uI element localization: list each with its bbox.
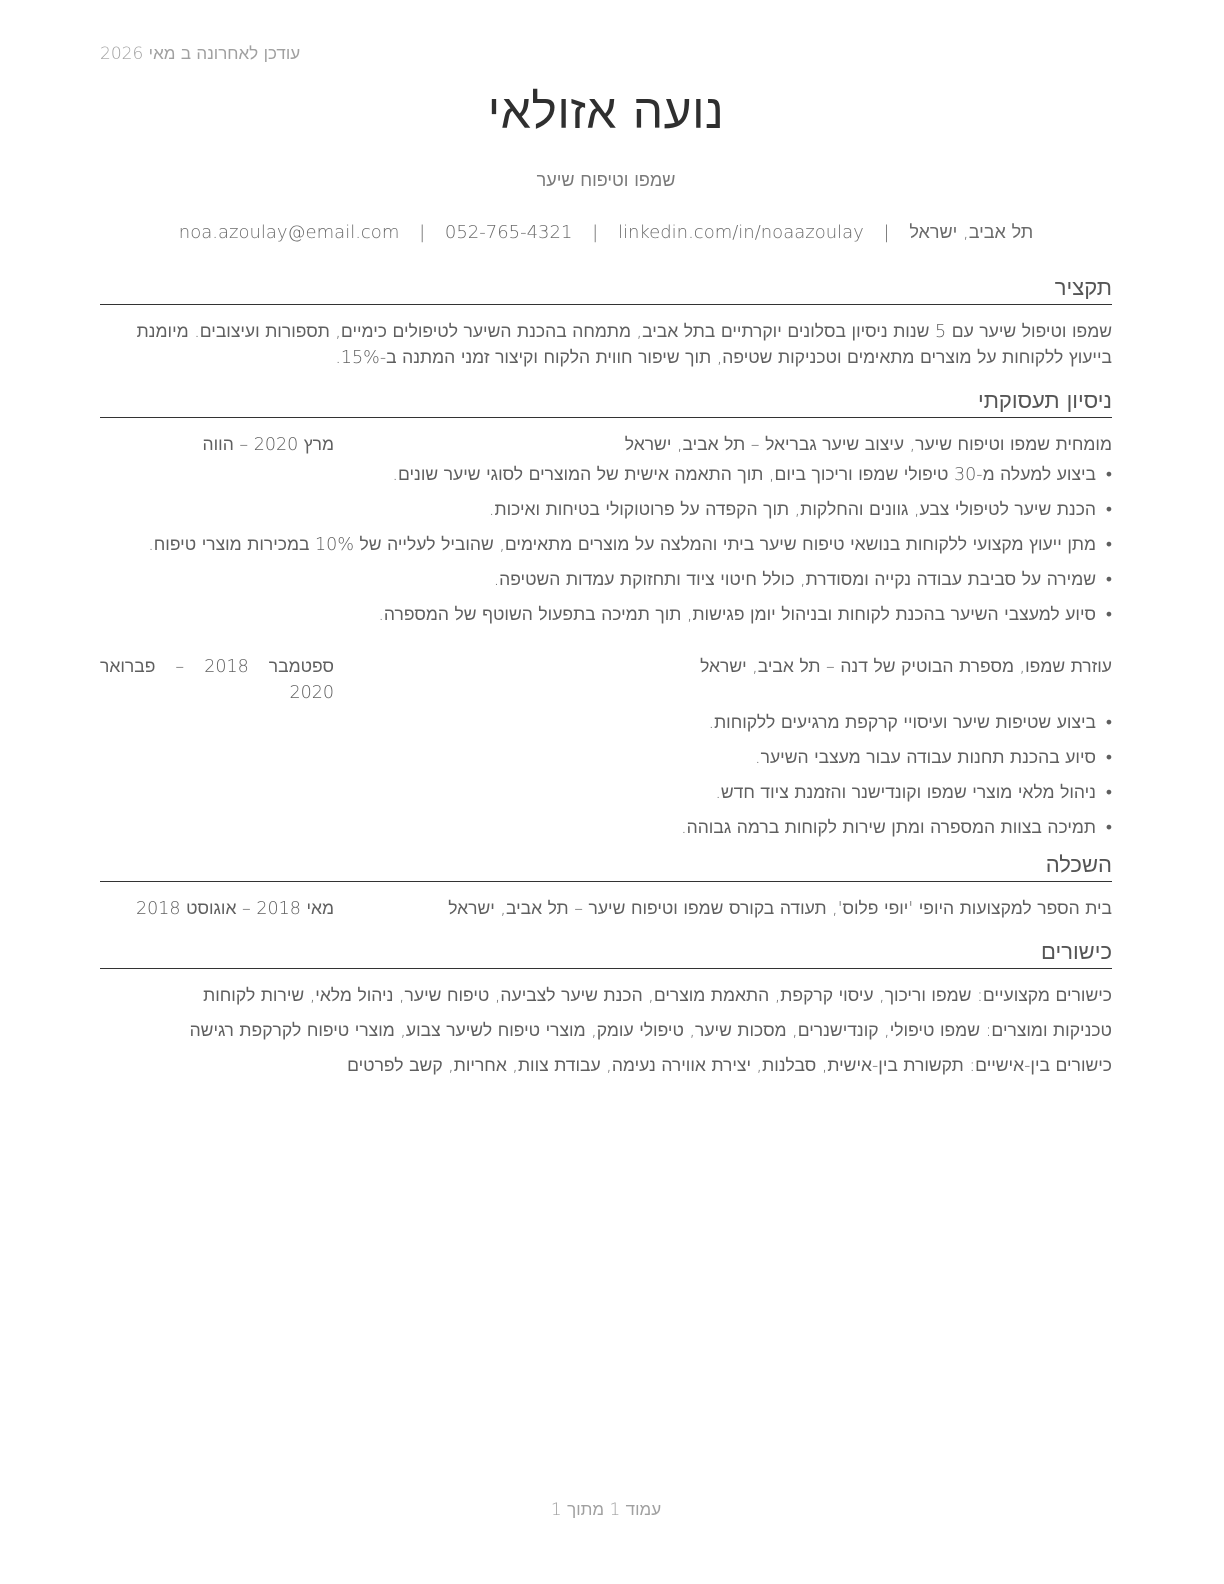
bullet-text: ביצוע שטיפות שיער ועיסויי קרקפת מרגיעים ללקוחות. bbox=[708, 713, 1096, 733]
bullet-text: ניהול מלאי מוצרי שמפו וקונדישנר והזמנת ציוד חדש. bbox=[715, 783, 1096, 803]
contact-separator: | bbox=[419, 222, 426, 243]
job-dates: מרץ 2020 – הווה bbox=[202, 435, 334, 455]
list-item bbox=[100, 780, 1112, 806]
education-section bbox=[100, 853, 1112, 922]
bullet-text: ביצוע למעלה מ-30 טיפולי שמפו וריכוך ביום, תוך התאמה אישית של המוצרים לסוגי שיער שונים. bbox=[392, 465, 1096, 485]
skills-heading: כישורים bbox=[100, 940, 1112, 969]
job-bullets bbox=[100, 710, 1112, 841]
contact-location: תל אביב, ישראל bbox=[909, 222, 1034, 243]
list-item bbox=[100, 462, 1112, 488]
bullet-text: שמירה על סביבת עבודה נקייה ומסודרת, כולל חיטוי ציוד ותחזוקת עמדות השטיפה. bbox=[493, 570, 1096, 590]
bullet-text: סיוע בהכנת תחנות עבודה עבור מעצבי השיער. bbox=[755, 748, 1096, 768]
list-item bbox=[100, 602, 1112, 628]
list-item bbox=[100, 710, 1112, 736]
summary-heading: תקציר bbox=[100, 276, 1112, 305]
education-entry bbox=[100, 896, 1112, 922]
job-bullets bbox=[100, 462, 1112, 628]
bullet-icon: • bbox=[1105, 465, 1112, 485]
job-role: מומחית שמפו וטיפוח שיער, עיצוב שיער גבריאל – תל אביב, ישראל bbox=[624, 435, 1112, 455]
bullet-text: הכנת שיער לטיפולי צבע, גוונים והחלקות, תוך הקפדה על פרוטוקולי בטיחות ואיכות. bbox=[488, 500, 1096, 520]
bullet-icon: • bbox=[1105, 748, 1112, 768]
list-item bbox=[100, 532, 1112, 558]
bullet-text: סיוע למעצבי השיער בהכנת לקוחות ובניהול יומן פגישות, תוך תמיכה בתפעול השוטף של המספרה. bbox=[378, 605, 1096, 625]
job-header bbox=[100, 654, 1112, 706]
job-entry bbox=[100, 654, 1112, 841]
bullet-icon: • bbox=[1105, 605, 1112, 625]
education-dates: מאי 2018 – אוגוסט 2018 bbox=[135, 899, 334, 919]
summary-text: שמפו וטיפול שיער עם 5 שנות ניסיון בסלונים יוקרתיים בתל אביב, מתמחה בהכנת השיער לטיפולים כימיים, תספורות ועיצובים. מיומנת בייעוץ ללקוחות על מוצרים מתאימים וטכניקות שטיפה, תוך שיפור חווית הלקוח וקיצור זמני המתנה ב-15%. bbox=[136, 322, 1112, 368]
contact-line bbox=[100, 222, 1112, 243]
bullet-icon: • bbox=[1105, 570, 1112, 590]
candidate-name: נועה אזולאי bbox=[487, 84, 725, 140]
bullet-text: מתן ייעוץ מקצועי ללקוחות בנושאי טיפוח שיער ביתי והמלצה על מוצרים מתאימים, שהוביל לעלייה של 10% במכירות מוצרי טיפוח. bbox=[148, 535, 1096, 555]
bullet-icon: • bbox=[1105, 500, 1112, 520]
contact-separator: | bbox=[883, 222, 890, 243]
job-entry bbox=[100, 432, 1112, 628]
summary-section bbox=[100, 276, 1112, 371]
contact-email[interactable]: noa.azoulay@email.com bbox=[178, 222, 400, 243]
skills-line: טכניקות ומוצרים: שמפו טיפולי, קונדישנרים, מסכות שיער, טיפולי עומק, מוצרי טיפוח לשיער צבוע, מוצרי טיפוח לקרקפת רגישה bbox=[189, 1021, 1112, 1041]
resume-page bbox=[100, 0, 1112, 1584]
job-dates: ספטמבר 2018 – פברואר 2020 bbox=[100, 657, 335, 703]
job-header bbox=[100, 432, 1112, 458]
skills-section bbox=[100, 940, 1112, 1079]
bullet-text: תמיכה בצוות המספרה ומתן שירות לקוחות ברמה גבוהה. bbox=[681, 818, 1096, 838]
experience-section bbox=[100, 389, 1112, 841]
skills-line: כישורים בין-אישיים: תקשורת בין-אישית, סבלנות, יצירת אווירה נעימה, עבודת צוות, אחריות, קשב לפרטים bbox=[347, 1056, 1112, 1076]
bullet-icon: • bbox=[1105, 713, 1112, 733]
bullet-icon: • bbox=[1105, 535, 1112, 555]
job-role: עוזרת שמפו, מספרת הבוטיק של דנה – תל אביב, ישראל bbox=[700, 657, 1112, 677]
skills-line: כישורים מקצועיים: שמפו וריכוך, עיסוי קרקפת, התאמת מוצרים, הכנת שיער לצביעה, טיפוח שיער, ניהול מלאי, שירות לקוחות bbox=[203, 986, 1112, 1006]
bullet-icon: • bbox=[1105, 818, 1112, 838]
education-text: בית הספר למקצועות היופי 'יופי פלוס', תעודה בקורס שמפו וטיפוח שיער – תל אביב, ישראל bbox=[448, 899, 1112, 919]
contact-phone[interactable]: 052-765-4321 bbox=[444, 222, 573, 243]
page-number: עמוד 1 מתוך 1 bbox=[550, 1500, 662, 1520]
list-item bbox=[100, 497, 1112, 523]
contact-separator: | bbox=[592, 222, 599, 243]
resume-content bbox=[100, 276, 1112, 1089]
bullet-icon: • bbox=[1105, 783, 1112, 803]
last-updated: עודכן לאחרונה ב מאי 2026 bbox=[100, 44, 301, 64]
skills-list bbox=[100, 983, 1112, 1079]
list-item bbox=[100, 745, 1112, 771]
experience-heading: ניסיון תעסוקתי bbox=[100, 389, 1112, 418]
list-item bbox=[100, 567, 1112, 593]
education-heading: השכלה bbox=[100, 853, 1112, 882]
list-item bbox=[100, 815, 1112, 841]
contact-linkedin[interactable]: linkedin.com/in/noaazoulay bbox=[617, 222, 864, 243]
job-title: שמפו וטיפוח שיער bbox=[536, 170, 676, 191]
